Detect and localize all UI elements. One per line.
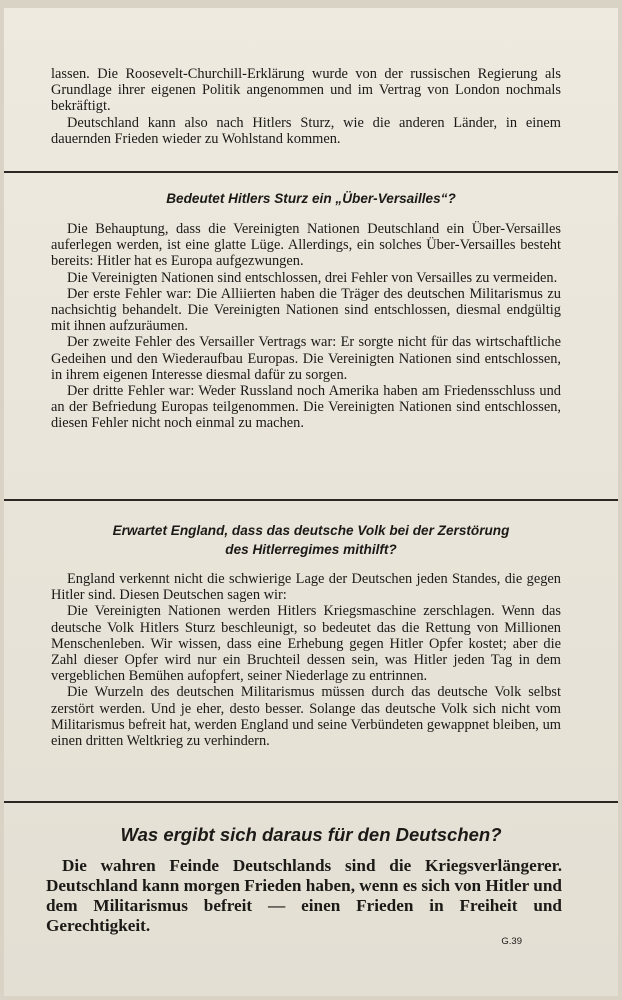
section-england [4, 521, 618, 559]
section-versailles-body [51, 221, 561, 432]
divider-1 [4, 171, 618, 173]
intro-paragraph-1: lassen. Die Roosevelt-Churchill-Erklärung wurde von der russischen Regierung als Grundlage ihrer eigenen Politik angenommen und im Vertrag von London nochmals bekräftigt. [51, 66, 561, 115]
versailles-paragraph-1: Die Behauptung, dass die Vereinigten Nationen Deutschland ein Über-Versailles auferlegen werden, ist eine glatte Lüge. Allerdings, ein solches Über-Versailles besteht bereits: Hitler hat es Europa aufgezwungen. [51, 221, 561, 270]
versailles-paragraph-2: Die Vereinigten Nationen sind entschlossen, drei Fehler von Versailles zu vermeiden. [67, 269, 558, 286]
versailles-paragraph-5: Der dritte Fehler war: Weder Russland noch Amerika haben am Friedensschluss und an der Befriedung Europas teilgenommen. Die Vereinigten Nationen sind entschlossen, diesen Fehler nicht noch einmal zu machen. [51, 383, 561, 432]
section-conclusion [4, 824, 618, 846]
divider-2 [4, 499, 618, 501]
section-versailles-heading: Bedeutet Hitlers Sturz ein „Über-Versailles“? [166, 191, 456, 206]
section-england-body [51, 571, 561, 749]
section-conclusion-heading: Was ergibt sich daraus für den Deutschen? [120, 824, 502, 845]
versailles-paragraph-4: Der zweite Fehler des Versailler Vertrags war: Er sorgte nicht für das wirtschaftliche Gedeihen und den Wiederaufbau Europas. Die Vereinigten Nationen sind entschlossen, in ihrem eigenen Interesse diesmal dafür zu sorgen. [51, 334, 561, 383]
conclusion-text: Die wahren Feinde Deutschlands sind die Kriegsverlängerer. Deutschland kann morgen Frieden haben, wenn es sich von Hitler und dem Militarismus befreit — einen Frieden in Freiheit und Gerechtigkeit. [46, 856, 562, 935]
leaflet-page [4, 8, 618, 996]
section-conclusion-body [46, 856, 562, 936]
versailles-paragraph-3: Der erste Fehler war: Die Alliierten haben die Träger des deutschen Militarismus zu nachsichtig behandelt. Die Vereinigten Nationen sind entschlossen, diesmal endgültig mit ihnen aufzuräumen. [51, 285, 561, 335]
england-paragraph-1: England verkennt nicht die schwierige Lage der Deutschen jeden Standes, die gegen Hitler sind. Diesen Deutschen sagen wir: [51, 571, 561, 604]
england-paragraph-2: Die Vereinigten Nationen werden Hitlers Kriegsmaschine zerschlagen. Wenn das deutsche Volk Hitlers Sturz beschleunigt, so bedeutet das die Rettung von Millionen Menschenleben. Wir wissen, dass eine Erhebung gegen Hitler Opfer kostet; aber die Zahl dieser Opfer wird nur ein Bruchteil dessen sein, was Hitler jeden Tag in dem vergeblichen Bemühen aufopfert, seiner Niederlage zu entrinnen. [51, 603, 561, 685]
intro-paragraph-2: Deutschland kann also nach Hitlers Sturz, wie die anderen Länder, in einem dauernden Frieden wieder zu Wohlstand kommen. [51, 114, 561, 147]
leaflet-code: G.39 [501, 936, 522, 947]
intro-block [51, 66, 561, 147]
section-versailles [4, 189, 618, 208]
divider-3 [4, 801, 618, 803]
section-england-heading-line1: Erwartet England, dass das deutsche Volk bei der Zerstörung [112, 523, 510, 538]
section-england-heading-line2: des Hitlerregimes mithilft? [225, 542, 397, 557]
england-paragraph-3: Die Wurzeln des deutschen Militarismus müssen durch das deutsche Volk selbst zerstört werden. Und je eher, desto besser. Solange das deutsche Volk sich nicht vom Militarismus befreit hat, werden England und seine Verbündeten gewappnet bleiben, um einen dritten Weltkrieg zu verhindern. [51, 684, 561, 750]
